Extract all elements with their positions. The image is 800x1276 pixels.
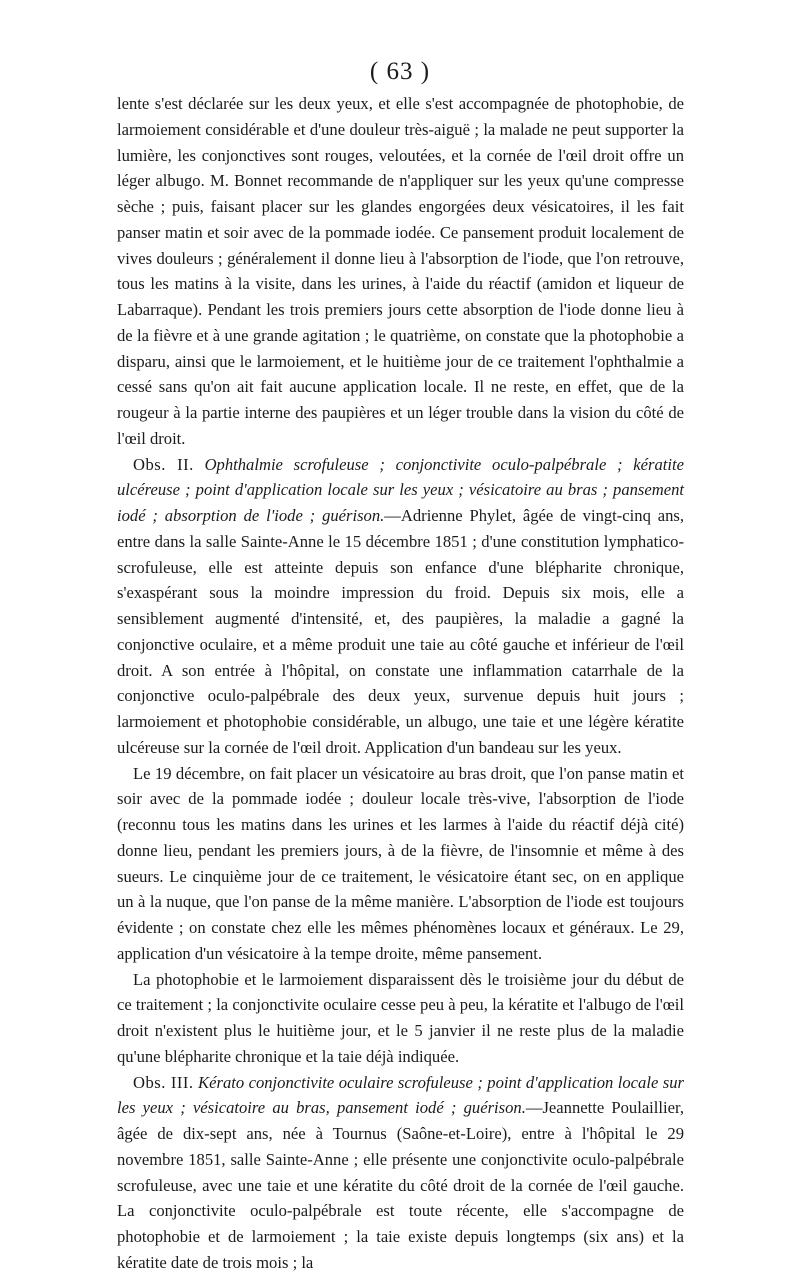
page-number: ( 63 )	[369, 58, 431, 85]
paragraph: La photophobie et le larmoiement disparaissent dès le troisième jour du début de ce traitement ; la conjonctivite oculaire cesse peu à peu, la kératite et l'albugo de l'œil droit n'existent plus le huitième jour, et le 5 janvier il ne reste plus de la maladie qu'une blépharite chronique et la taie déjà indiquée.	[117, 969, 684, 1066]
observation-label: Obs. III.	[133, 1072, 194, 1092]
observation-3	[117, 1070, 684, 1276]
observation-title: Ophthalmie scrofuleuse ; conjonctivite oculo-palpébrale ; kératite ulcéreuse ; point d'application locale sur les yeux ; vésicatoire au bras ; pansement iodé ; absorption de l'iode ; guérison.	[117, 454, 684, 525]
observation-title: Kérato conjonctivite oculaire scrofuleuse ; point d'application locale sur les yeux ; vésicatoire au bras, pansement iodé ; guérison.	[117, 1072, 684, 1118]
paragraph: Le 19 décembre, on fait placer un vésicatoire au bras droit, que l'on panse matin et soir avec de la pommade iodée ; douleur locale très-vive, l'absorption de l'iode (reconnu tous les matins dans les urines et les larmes à l'aide du réactif déjà cité) donne lieu, pendant les premiers jours, à de la fièvre, de l'insomnie et même à des sueurs. Le cinquième jour de ce traitement, le vésicatoire étant sec, on en applique un à la nuque, que l'on panse de la même manière. L'absorption de l'iode est toujours évidente ; on constate chez elle les mêmes phénomènes locaux et généraux. Le 29, application d'un vésicatoire à la tempe droite, même pansement.	[117, 763, 684, 963]
observation-label: Obs. II.	[133, 454, 194, 474]
observation-2	[117, 452, 684, 761]
observation-text: —Adrienne Phylet, âgée de vingt-cinq ans, entre dans la salle Sainte-Anne le 15 décembre 1851 ; d'une constitution lymphatico-scrofuleuse, elle est atteinte depuis son enfance d'une blépharite chronique, s'exaspérant sous la moindre impression du froid. Depuis six mois, elle a sensiblement augmenté d'intensité, et, des paupières, la maladie a gagné la conjonctive oculaire, et a même produit une taie au côté gauche et inférieur de l'œil droit. A son entrée à l'hôpital, on constate une inflammation catarrhale de la conjonctive oculo-palpébrale des deux yeux, survenue depuis huit jours ; larmoiement et photophobie considérable, un albugo, une taie et une légère kératite ulcéreuse sur la cornée de l'œil droit. Application d'un bandeau sur les yeux.	[117, 506, 684, 757]
paragraph: lente s'est déclarée sur les deux yeux, et elle s'est accompagnée de photophobie, de larmoiement considérable et d'une douleur très-aiguë ; la malade ne peut supporter la lumière, les conjonctives sont rouges, veloutées, et la cornée de l'œil droit offre un léger albugo. M. Bonnet recommande de n'appliquer sur les yeux qu'une compresse sèche ; puis, faisant placer sur les glandes engorgées deux vésicatoires, il les fait panser matin et soir avec de la pommade iodée. Ce pansement produit localement de vives douleurs ; généralement il donne lieu à l'absorption de l'iode, que l'on retrouve, tous les matins à la visite, dans les urines, à l'aide du réactif (amidon et liqueur de Labarraque). Pendant les trois premiers jours cette absorption de l'iode donne lieu à de la fièvre et à une grande agitation ; le quatrième, on constate que la photophobie a disparu, ainsi que le larmoiement, et le huitième jour de ce traitement l'ophthalmie a cessé sans qu'on ait fait aucune application locale. Il ne reste, en effet, que de la rougeur à la partie interne des paupières et un léger trouble dans la vision du côté de l'œil droit.	[117, 94, 684, 448]
observation-text: —Jeannette Poulaillier, âgée de dix-sept ans, née à Tournus (Saône-et-Loire), entre à l'hôpital le 29 novembre 1851, salle Sainte-Anne ; elle présente une conjonctivite oculo-palpébrale scrofuleuse, avec une taie et une kératite du côté droit de la cornée de l'œil gauche. La conjonctivite oculo-palpébrale est toute récente, elle s'accompagne de photophobie et de larmoiement ; la taie existe depuis longtemps (six ans) et la kératite date de trois mois ; la	[117, 1098, 684, 1272]
body-text	[117, 91, 684, 1276]
